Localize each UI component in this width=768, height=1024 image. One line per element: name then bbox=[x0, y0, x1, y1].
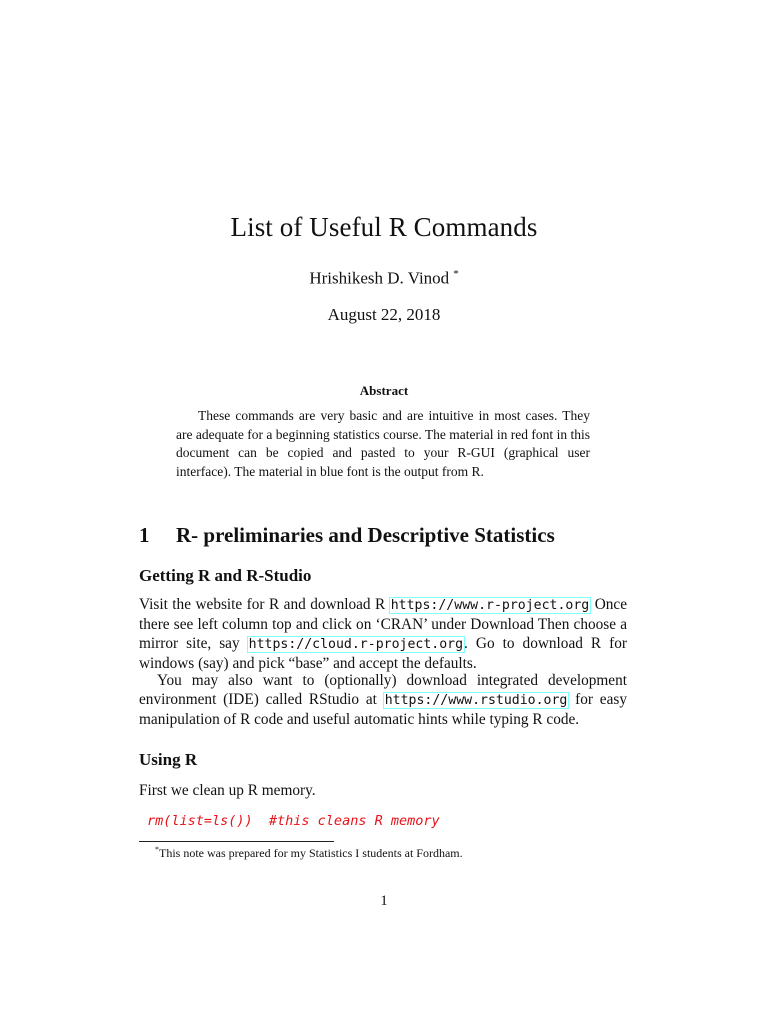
subsection-heading-getting-r: Getting R and R-Studio bbox=[139, 566, 312, 585]
document-title: List of Useful R Commands bbox=[230, 212, 538, 242]
author-name: Hrishikesh D. Vinod bbox=[309, 268, 450, 288]
code-snippet: rm(list=ls()) #this cleans R memory bbox=[147, 813, 440, 829]
link-r-project[interactable]: https://www.r-project.org bbox=[390, 598, 590, 613]
section-number: 1 bbox=[139, 523, 150, 547]
paragraph-text: . Go to download R for windows (say) and pick “base” and accept the defaults. bbox=[139, 635, 627, 672]
author-line bbox=[0, 268, 768, 289]
subsection-heading-using-r: Using R bbox=[139, 750, 198, 769]
section-title-text: R- preliminaries and Descriptive Statistics bbox=[176, 523, 555, 547]
author-footnote-mark[interactable]: * bbox=[453, 268, 459, 280]
section-heading bbox=[139, 523, 555, 548]
paragraph-text: You may also want to (optionally) download integrated development environment (IDE) called RStudio at bbox=[139, 672, 627, 708]
footnote-divider bbox=[139, 841, 334, 842]
footnote bbox=[155, 845, 463, 861]
paragraph-text: for easy manipulation of R code and useful automatic hints while typing R code. bbox=[139, 691, 627, 728]
footnote-text: This note was prepared for my Statistics I students at Fordham. bbox=[159, 846, 463, 860]
paragraph-rstudio bbox=[139, 671, 627, 729]
document-date: August 22, 2018 bbox=[327, 305, 441, 324]
page-number: 1 bbox=[380, 893, 388, 909]
abstract-text: These commands are very basic and are intuitive in most cases. They are adequate for a beginning statistics course. The material in red font in this document can be copied and pasted to your R-GUI (graphical user interface). The material in blue font is the output from R. bbox=[176, 408, 590, 479]
paragraph-download-r bbox=[139, 595, 627, 673]
footnote-mark: * bbox=[155, 845, 159, 854]
link-rstudio[interactable]: https://www.rstudio.org bbox=[384, 693, 568, 708]
link-cloud-r-project[interactable]: https://cloud.r-project.org bbox=[248, 637, 464, 652]
abstract-heading: Abstract bbox=[359, 383, 409, 398]
paragraph-text: Once there see left column top and click on ‘CRAN’ under Download Then choose a mirror site, say bbox=[139, 596, 627, 652]
paragraph-clean-memory: First we clean up R memory. bbox=[139, 782, 316, 799]
paragraph-text: Visit the website for R and download R bbox=[139, 596, 390, 613]
